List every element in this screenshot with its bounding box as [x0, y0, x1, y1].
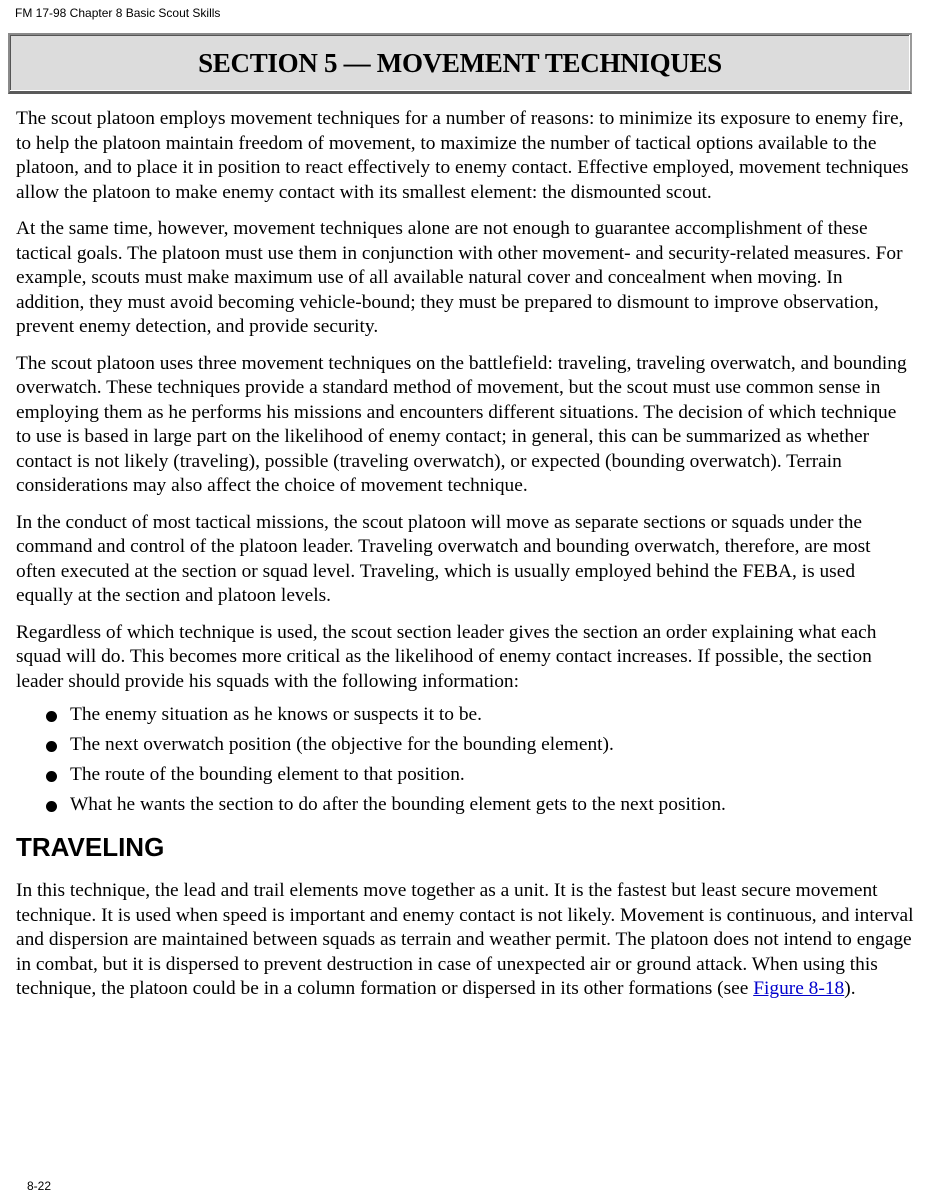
document-body: [16, 107, 914, 1014]
figure-link[interactable]: Figure 8-18: [753, 978, 845, 999]
paragraph: The scout platoon uses three movement techniques on the battlefield: traveling, traveling overwatch, and bounding overwatch. These techniques provide a standard method of movement, but the scout must use common sense in employing them as he performs his missions and encounters different situations. The decision of which technique to use is based in large part on the likelihood of enemy contact; in general, this can be summarized as whether contact is not likely (traveling), possible (traveling overwatch), or expected (bounding overwatch). Terrain considerations may also affect the choice of movement technique.: [16, 352, 907, 496]
list-item: [16, 760, 914, 790]
paragraph-text: ).: [844, 978, 856, 999]
list-item: [16, 730, 914, 760]
paragraph: At the same time, however, movement techniques alone are not enough to guarantee accomplishment of these tactical goals. The platoon must use them in conjunction with other movement- and security-related measures. For example, scouts must make maximum use of all available natural cover and concealment when moving. In addition, they must avoid becoming vehicle-bound; they must be prepared to dismount to improve observation, prevent enemy detection, and provide security.: [16, 218, 903, 337]
bullet-list: [16, 700, 914, 820]
list-item-text: What he wants the section to do after the bounding element gets to the next position.: [70, 794, 726, 815]
paragraph: Regardless of which technique is used, the scout section leader gives the section an order explaining what each squad will do. This becomes more critical as the likelihood of enemy contact increases. If possible, the section leader should provide his squads with the following information:: [16, 621, 877, 692]
paragraph: The scout platoon employs movement techniques for a number of reasons: to minimize its exposure to enemy fire, to help the platoon maintain freedom of movement, to maximize the number of tactical options available to the platoon, and to place it in position to react effectively to enemy contact. Effective employed, movement techniques allow the platoon to make enemy contact with its smallest element: the dismounted scout.: [16, 108, 909, 203]
section-title: SECTION 5 — MOVEMENT TECHNIQUES: [198, 47, 722, 78]
list-item-text: The next overwatch position (the objective for the bounding element).: [70, 734, 614, 755]
list-item-text: The enemy situation as he knows or suspects it to be.: [70, 704, 482, 725]
list-item: [16, 700, 914, 730]
bullet-icon: [46, 771, 57, 782]
traveling-paragraph: [16, 879, 914, 1002]
page-number: 8-22: [27, 1179, 52, 1193]
list-item: [16, 790, 914, 820]
section-banner: [8, 33, 912, 94]
bullet-icon: [46, 711, 57, 722]
bullet-icon: [46, 801, 57, 812]
paragraph: In the conduct of most tactical missions, the scout platoon will move as separate sections or squads under the command and control of the platoon leader. Traveling overwatch and bounding overwatch, therefore, are most often executed at the section or squad level. Traveling, which is usually employed behind the FEBA, is used equally at the section and platoon levels.: [16, 511, 871, 606]
traveling-heading: TRAVELING: [16, 832, 165, 862]
bullet-icon: [46, 741, 57, 752]
running-header: FM 17-98 Chapter 8 Basic Scout Skills: [15, 6, 221, 20]
list-item-text: The route of the bounding element to that position.: [70, 764, 465, 785]
paragraph-text: In this technique, the lead and trail elements move together as a unit. It is the fastest but least secure movement technique. It is used when speed is important and enemy contact is not likely. Movement is continuous, and interval and dispersion are maintained between squads as terrain and weather permit. The platoon does not intend to engage in combat, but it is dispersed to prevent destruction in case of unexpected air or ground attack. When using this technique, the platoon could be in a column formation or dispersed in its other formations (see: [16, 880, 914, 999]
